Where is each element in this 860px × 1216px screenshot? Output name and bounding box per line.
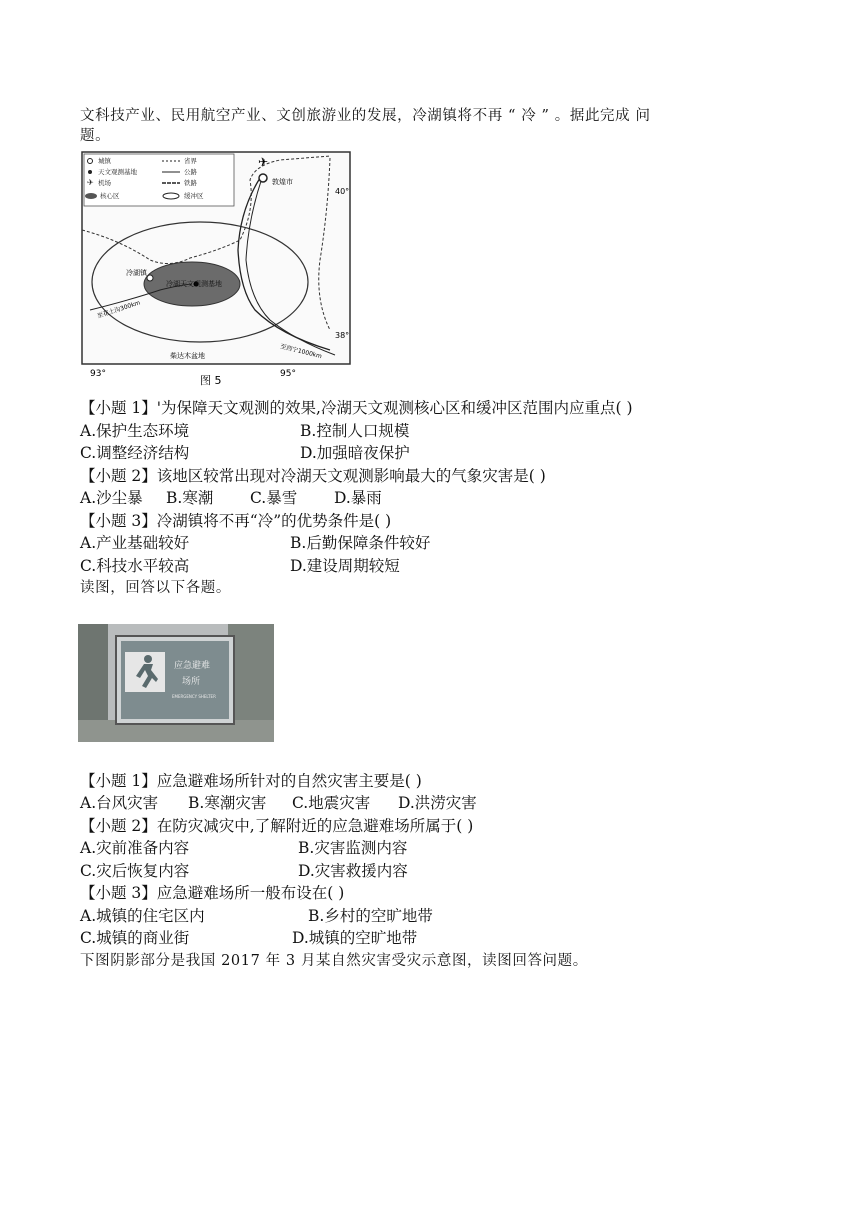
intro-line-1: 文科技产业、民用航空产业、文创旅游业的发展，冷湖镇将不再 “ 冷 ” 。据此完成 问 xyxy=(80,108,651,124)
set1-q1-option-a: A.保护生态环境 xyxy=(80,422,190,440)
lon-95-label: 95° xyxy=(280,369,296,379)
set2-q2-option-b: B.灾害监测内容 xyxy=(298,839,408,857)
airport-icon: ✈ xyxy=(258,155,269,169)
set2-q1-option-b: B.寒潮灾害 xyxy=(188,794,267,812)
lenghu-label: 冷湖镇 xyxy=(126,269,147,277)
set2-q3-option-d: D.城镇的空旷地带 xyxy=(292,929,418,947)
sign-text-en: EMERGENCY SHELTER xyxy=(172,694,216,699)
legend-border: 省界 xyxy=(184,157,197,165)
set1-q2-option-d: D.暴雨 xyxy=(334,489,382,507)
lat-38-label: 38° xyxy=(335,331,350,340)
road-left-label: 至花土沟300km xyxy=(96,299,142,320)
set2-q2-option-d: D.灾害救援内容 xyxy=(298,862,408,880)
legend-buffer: 缓冲区 xyxy=(184,192,204,200)
lon-93-label: 93° xyxy=(90,369,106,379)
set2-q1: 【小题 1】应急避难场所针对的自然灾害主要是( ) xyxy=(80,772,422,790)
legend-airport: 机场 xyxy=(98,179,111,187)
sign-text-line1: 应急避难 xyxy=(174,661,211,671)
set1-q1-option-c: C.调整经济结构 xyxy=(80,444,190,462)
shelter-photo xyxy=(78,624,274,742)
legend-core-symbol xyxy=(85,193,97,199)
set1-q3: 【小题 3】冷湖镇将不再“冷”的优势条件是( ) xyxy=(80,512,392,530)
map-svg xyxy=(80,150,360,390)
legend-road: 公路 xyxy=(184,168,197,176)
set2-q3-option-c: C.城镇的商业街 xyxy=(80,929,190,947)
map-caption: 图 5 xyxy=(200,374,222,387)
base-label: 冷湖天文观测基地 xyxy=(166,280,222,288)
lenghu-symbol xyxy=(147,275,153,281)
set1-q3-option-c: C.科技水平较高 xyxy=(80,557,190,575)
shelter-photo-svg xyxy=(78,624,274,742)
set1-q3-option-d: D.建设周期较短 xyxy=(290,557,400,575)
intro-3: 下图阴影部分是我国 2017 年 3 月某自然灾害受灾示意图，读图回答问题。 xyxy=(80,953,588,969)
lat-40-label: 40° xyxy=(335,187,350,196)
map-figure xyxy=(80,150,360,390)
set1-q2-option-c: C.暴雪 xyxy=(250,489,298,507)
set1-q3-option-b: B.后勤保障条件较好 xyxy=(290,534,431,552)
set2-q1-option-d: D.洪涝灾害 xyxy=(398,794,477,812)
legend-base-symbol xyxy=(88,170,92,174)
set1-q1: 【小题 1】'为保障天文观测的效果,冷湖天文观测核心区和缓冲区范围内应重点( ) xyxy=(80,399,633,417)
dunhuang-label: 敦煌市 xyxy=(272,178,293,186)
set2-q3-option-b: B.乡村的空旷地带 xyxy=(308,907,433,925)
set1-q1-option-b: B.控制人口规模 xyxy=(300,422,410,440)
legend-base: 天文观测基地 xyxy=(98,168,137,176)
set1-q1-option-d: D.加强暗夜保护 xyxy=(300,444,410,462)
set2-q1-option-c: C.地震灾害 xyxy=(292,794,371,812)
set1-q2-option-a: A.沙尘暴 xyxy=(80,489,143,507)
sign-text-line2: 场所 xyxy=(182,677,201,687)
legend-airport-symbol: ✈ xyxy=(87,178,94,187)
set2-q2-option-c: C.灾后恢复内容 xyxy=(80,862,190,880)
set1-q2-option-b: B.寒潮 xyxy=(166,489,214,507)
set2-q1-option-a: A.台风灾害 xyxy=(80,794,159,812)
set2-q2: 【小题 2】在防灾减灾中,了解附近的应急避难场所属于( ) xyxy=(80,817,474,835)
road-right-label: 至西宁1000km xyxy=(279,343,323,361)
set2-q2-option-a: A.灾前准备内容 xyxy=(80,839,190,857)
set1-q2: 【小题 2】该地区较常出现对冷湖天文观测影响最大的气象灾害是( ) xyxy=(80,467,546,485)
intro-2: 读图，回答以下各题。 xyxy=(80,580,231,596)
intro-line-2: 题。 xyxy=(80,128,111,144)
legend-rail: 铁路 xyxy=(184,179,197,187)
legend-core: 核心区 xyxy=(100,192,120,200)
legend-town: 城镇 xyxy=(98,157,111,165)
set1-q3-option-a: A.产业基础较好 xyxy=(80,534,190,552)
set2-q3-option-a: A.城镇的住宅区内 xyxy=(80,907,205,925)
set2-q3: 【小题 3】应急避难场所一般布设在( ) xyxy=(80,884,345,902)
basin-label: 柴达木盆地 xyxy=(170,352,205,360)
dunhuang-symbol xyxy=(259,174,267,182)
